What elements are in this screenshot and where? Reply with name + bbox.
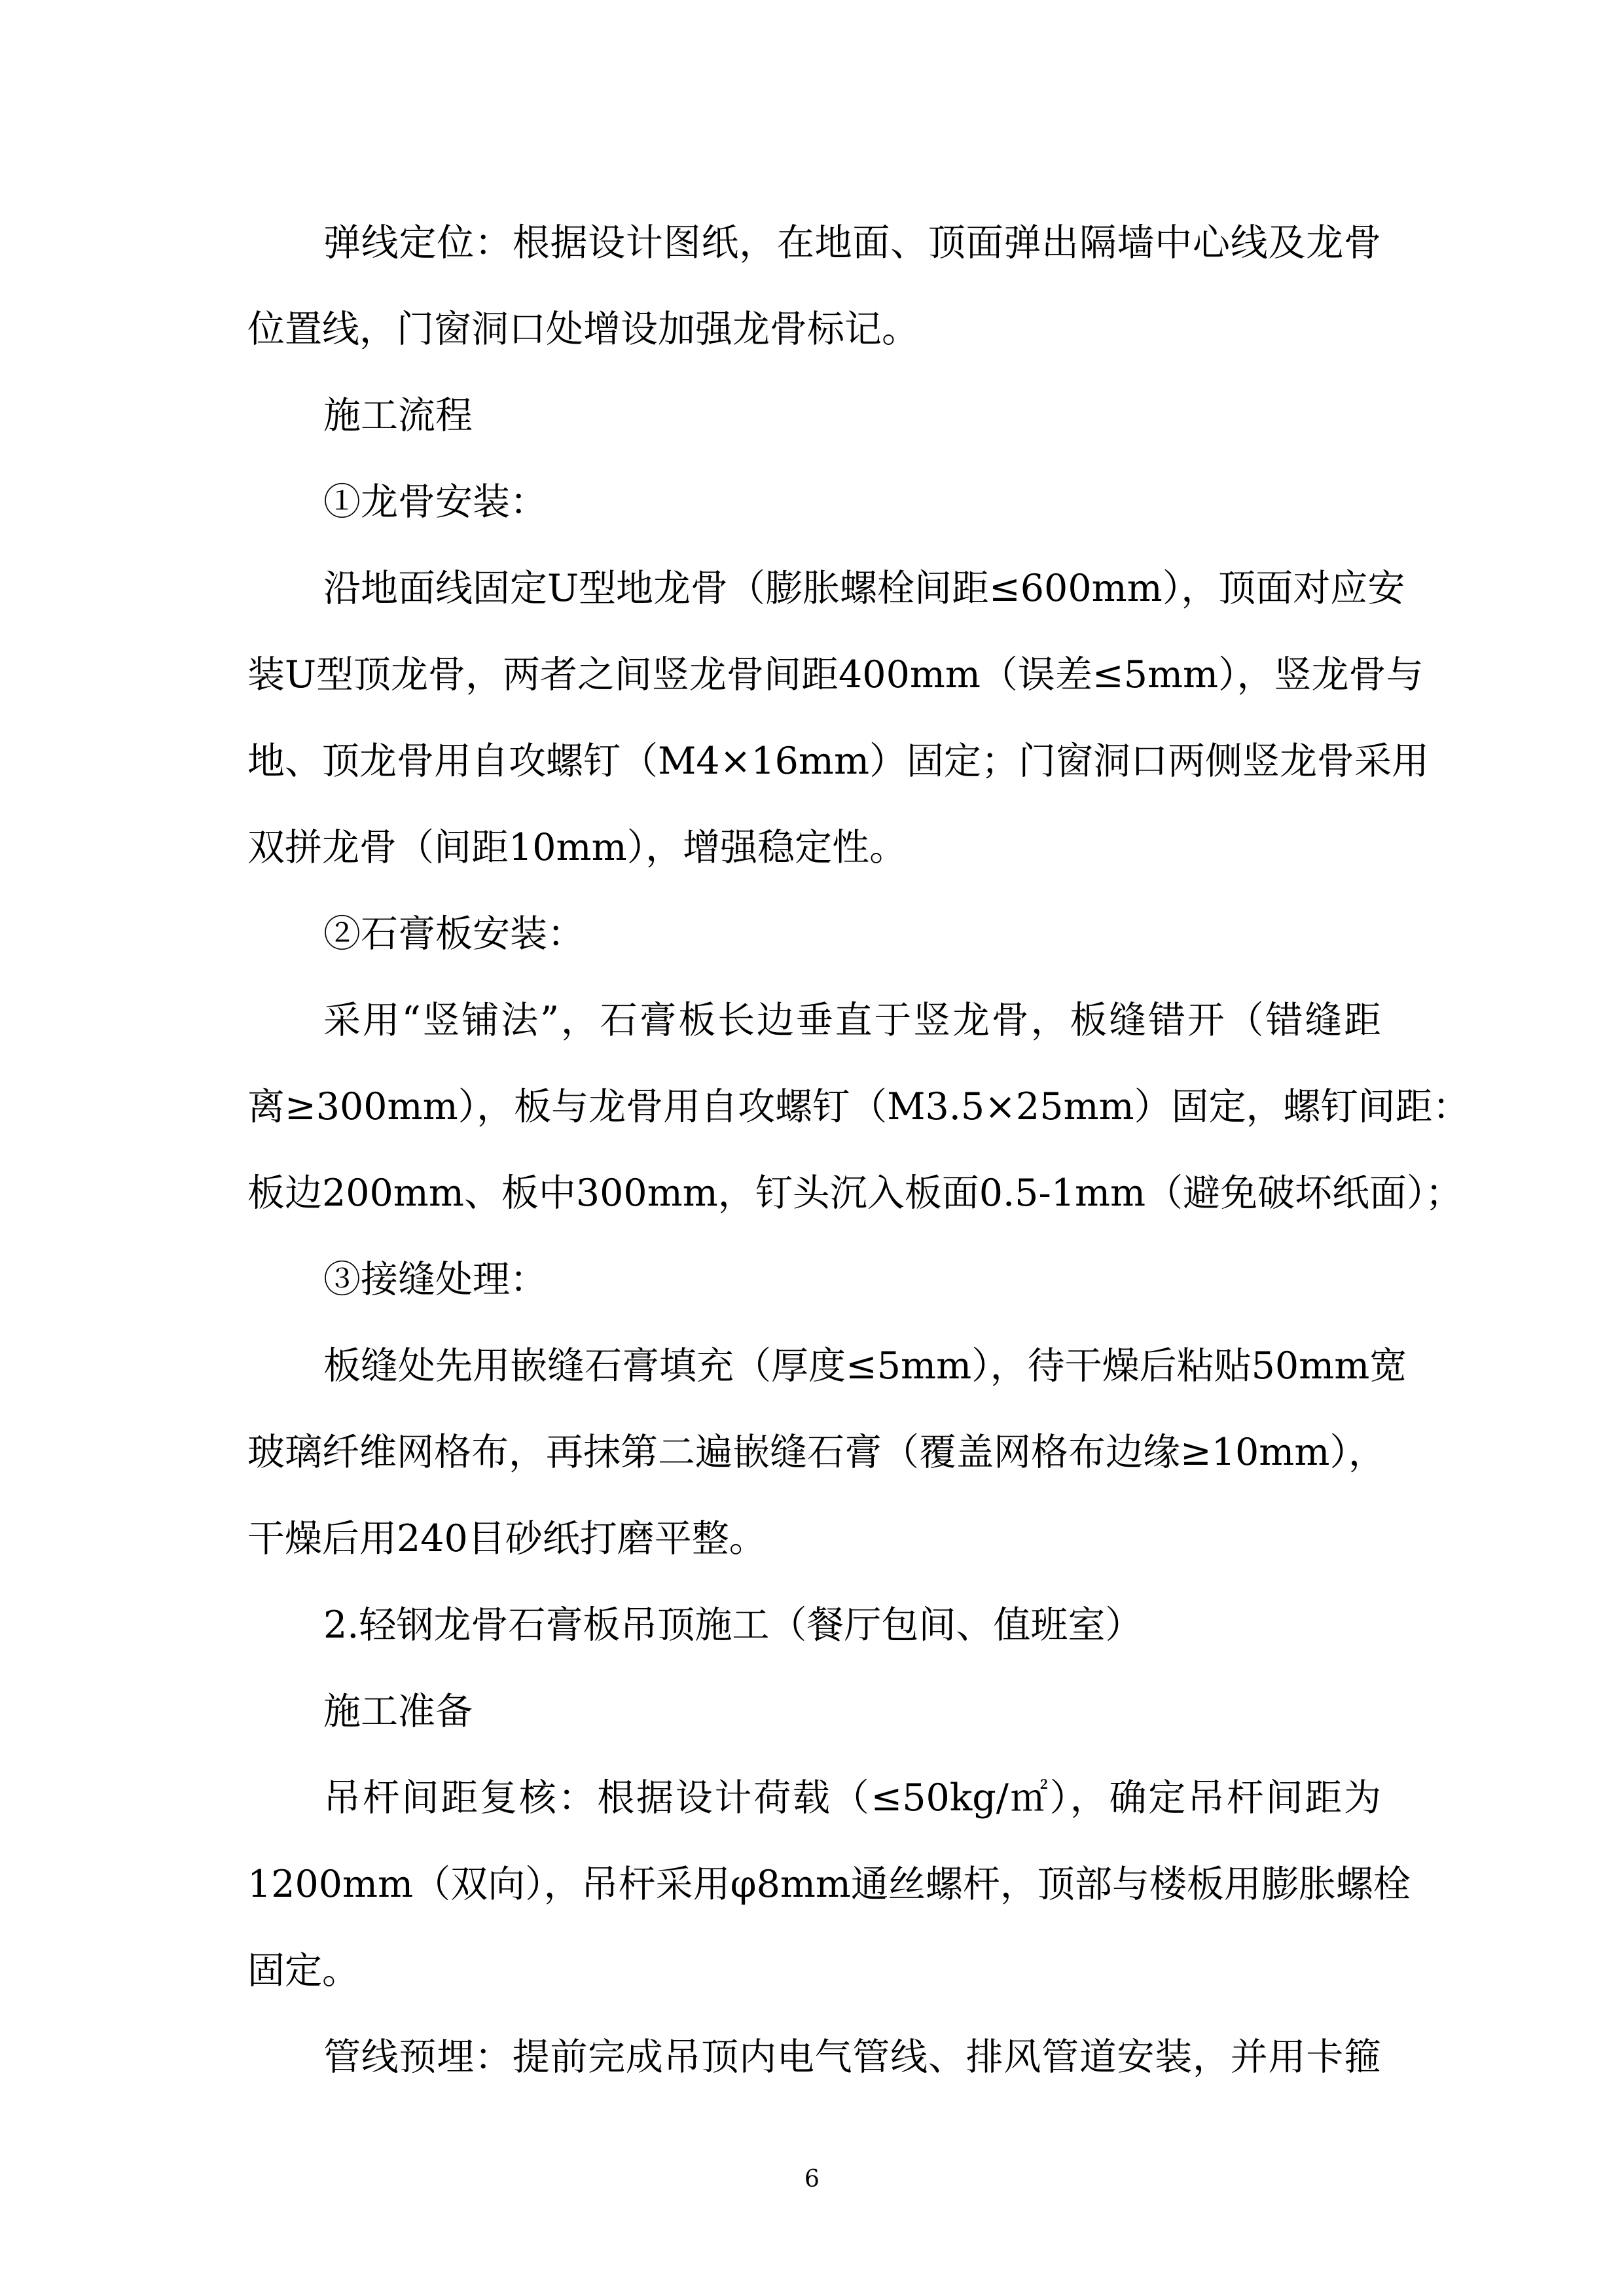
text-line: 1200mm（双向），吊杆采用φ8mm通丝螺杆，顶部与楼板用膨胀螺栓 [247,1863,1411,1906]
text-line: 沿地面线固定U型地龙骨（膨胀螺栓间距≤600mm），顶面对应安 [323,567,1405,610]
text-line: 装U型顶龙骨，两者之间竖龙骨间距400mm（误差≤5mm），竖龙骨与 [247,653,1424,696]
paragraph [247,1236,1381,1323]
text-line: 吊杆间距复核：根据设计荷载（≤50kg/㎡），确定吊杆间距为 [323,1776,1381,1820]
paragraph [247,1755,1411,2014]
text-line: 离≥300mm），板与龙骨用自攻螺钉（M3.5×25mm）固定，螺钉间距： [247,1085,1470,1128]
text-line: ②石膏板安装： [323,912,585,956]
text-line: 施工流程 [323,394,473,437]
text-line: 干燥后用240目砂纸打磨平整。 [247,1517,767,1560]
paragraph [247,200,1381,372]
text-line: 固定。 [247,1949,359,1992]
paragraph [247,1323,1407,1582]
text-line: 位置线，门窗洞口处增设加强龙骨标记。 [247,308,919,351]
page-number: 6 [804,2166,820,2193]
text-line: 采用“竖铺法”，石膏板长边垂直于竖龙骨，板缝错开（错缝距 [323,999,1381,1042]
text-line: ①龙骨安装： [323,480,547,524]
paragraph [247,459,1381,545]
paragraph [247,2014,1381,2100]
paragraph [247,545,1430,891]
text-line: 板缝处先用嵌缝石膏填充（厚度≤5mm），待干燥后粘贴50mm宽 [323,1344,1407,1388]
text-line: 管线预埋：提前完成吊顶内电气管线、排风管道安装，并用卡箍 [323,2036,1381,2079]
text-line: 施工准备 [323,1690,473,1733]
paragraph [247,1668,1381,1755]
text-line: 地、顶龙骨用自攻螺钉（M4×16mm）固定；门窗洞口两侧竖龙骨采用 [247,740,1430,783]
paragraph [247,891,1381,977]
text-line: 双拼龙骨（间距10mm），增强稳定性。 [247,826,907,869]
text-line: 板边200mm、板中300mm，钉头沉入板面0.5-1mm（避免破坏纸面）； [247,1172,1463,1215]
paragraph [247,977,1470,1236]
text-line: 弹线定位：根据设计图纸，在地面、顶面弹出隔墙中心线及龙骨 [323,221,1381,264]
text-line: 玻璃纤维网格布，再抹第二遍嵌缝石膏（覆盖网格布边缘≥10mm）， [247,1431,1386,1474]
paragraph [247,1582,1381,1668]
document-body [247,200,1470,2100]
text-line: 2.轻钢龙骨石膏板吊顶施工（餐厅包间、值班室） [323,1604,1143,1647]
paragraph [247,372,1381,459]
text-line: ③接缝处理： [323,1258,547,1301]
